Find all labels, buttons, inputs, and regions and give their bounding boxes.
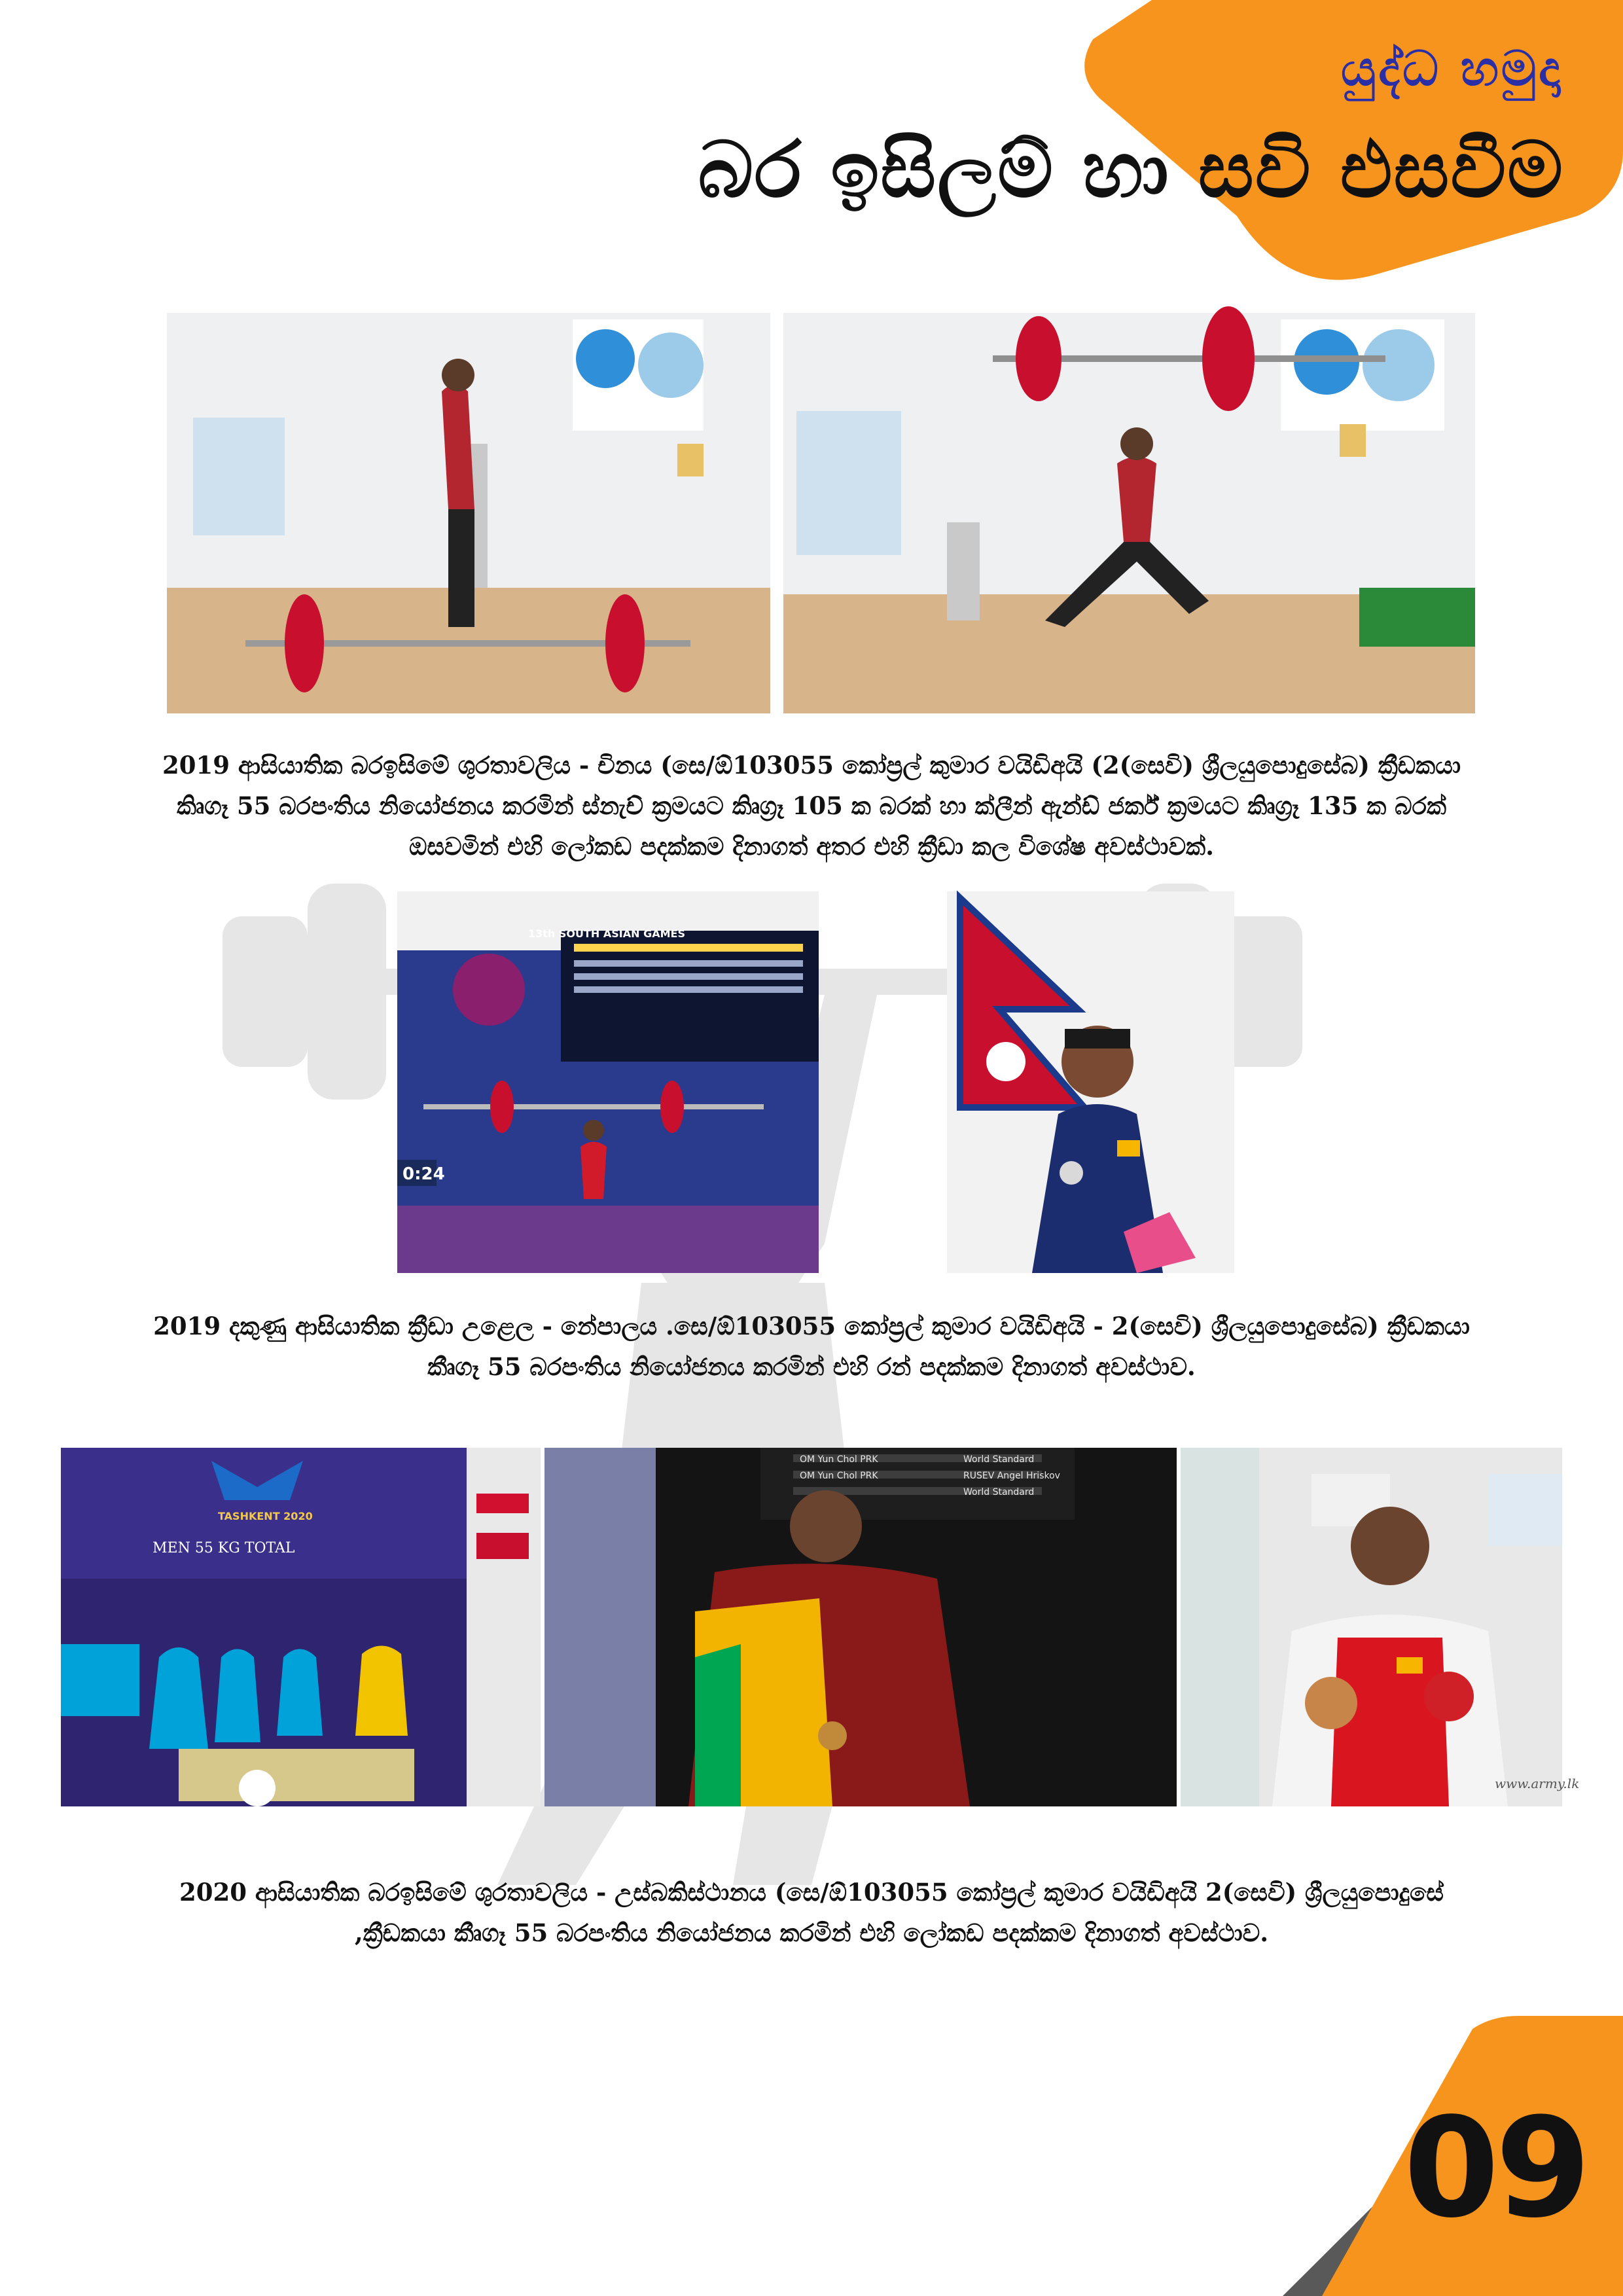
tashkent-podium-photo <box>61 1448 541 1806</box>
caption-line: ,ක්‍රීඩකයා කීෘගෑ 55 බරපංතිය නියෝජනය කරමින් එහි ලෝකඩ පදක්කම දිනාගත් අවස්ථාව. <box>354 1918 1269 1947</box>
south-asian-games-lift-photo <box>397 891 819 1273</box>
medal-nepal-flag-photo <box>947 891 1234 1273</box>
sag-board-text: 13th SOUTH ASIAN GAMES <box>528 927 685 940</box>
scoreboard-row: OM Yun Chol PRK <box>800 1471 878 1481</box>
army-website-watermark: www.army.lk <box>1495 1776 1580 1791</box>
page-number: 09 <box>1403 2088 1587 2248</box>
scoreboard-right: World Standard <box>963 1487 1035 1498</box>
timer-text: 0:24 <box>402 1164 445 1184</box>
caption-line: ඔසවමින් එහි ලෝකඩ පදක්කම දිනාගත් අතර එහි ක්‍රීඩා කල විශේෂ අවස්ථාවක්. <box>409 832 1214 861</box>
scoreboard-right: RUSEV Angel Hriskov <box>963 1471 1060 1481</box>
weightlifter-podium-photo <box>167 313 770 713</box>
caption-line: 2019 ආසියාතික බරඉසිමේ ශුරතාවලිය - චිනය (සෙ/ඕ103055 කෝප්‍රල් කුමාර වයිඩිඅයි (2(සෙවි) ශ්‍රීලයුපොදුසේබ) ක්‍රීඩකයා <box>162 751 1461 780</box>
page-title: බර ඉසිලම් හා සවි එසවීම <box>698 124 1564 215</box>
caption-line: 2019 දකුණු ආසියාතික ක්‍රීඩා උළෙල - නේපාලය .සෙ/ඕ103055 කෝප්‍රල් කුමාර වයිඩිඅයි - 2(සෙවි) ශ්‍රීලයුපොදුසේබ) ක්‍රීඩකයා <box>153 1312 1470 1340</box>
tashkent-board-text: MEN 55 KG TOTAL <box>152 1540 295 1556</box>
caption-line: කිෘගෑ 55 බරපංතිය නියෝජනය කරමින් ස්නැච් ක්‍රමයට කිෘග්‍රෑ 105 ක බරක් හා ක්ලීන් ඇන්ඩ් ජර්ක් ක්‍රමයට කිෘග්‍රෑ 135 ක බරක් <box>176 791 1447 820</box>
caption-line: කීෘගෑ 55 බරපංතිය නියෝජනය කරමින් එහි රන් පදක්කම දිනාගත් අවස්ථාව. <box>427 1352 1196 1381</box>
caption-asian-championship-2020 <box>65 1872 1558 1953</box>
weightlifter-snatch-photo <box>783 313 1475 713</box>
medals-athlete-photo <box>1181 1448 1580 1806</box>
magazine-name: යුද්ධ හමුදා <box>1341 41 1563 97</box>
caption-asian-championship-2019 <box>65 745 1558 867</box>
scoreboard-row: OM Yun Chol PRK <box>800 1454 878 1465</box>
scoreboard-right: World Standard <box>963 1454 1035 1465</box>
sri-lanka-flag-athlete-photo <box>544 1448 1177 1806</box>
caption-line: 2020 ආසියාතික බරඉසිමේ ශුරතාවලිය - උස්බකිස්ථානය (සෙ/ඕ103055 කෝප්‍රල් කුමාර වයිඩිඅයි 2(සෙවි) ශ්‍රීලයුපොදුසේ <box>179 1878 1444 1907</box>
caption-south-asian-games-2019 <box>65 1306 1558 1387</box>
tashkent-city-text: TASHKENT 2020 <box>218 1510 313 1522</box>
